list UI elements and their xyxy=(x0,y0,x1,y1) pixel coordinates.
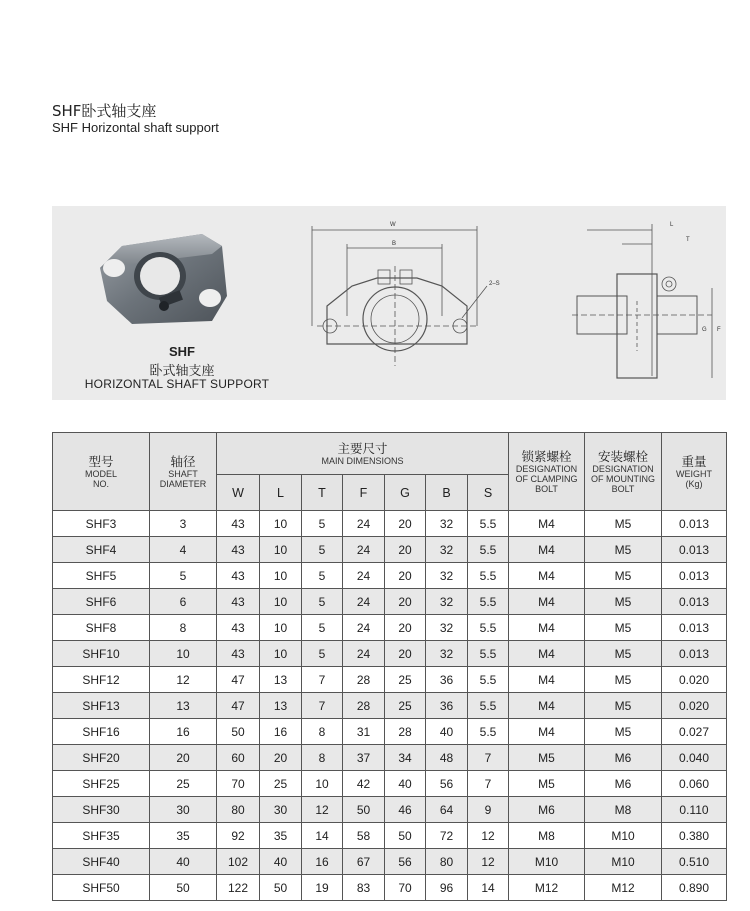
cell-w: 50 xyxy=(217,719,260,745)
cell-g: 20 xyxy=(385,563,426,589)
cell-l: 30 xyxy=(260,797,302,823)
cell-f: 24 xyxy=(343,511,385,537)
table-row xyxy=(53,745,727,771)
photo-caption-en: HORIZONTAL SHAFT SUPPORT xyxy=(84,377,270,391)
cell-shaft-diameter: 10 xyxy=(150,641,217,667)
cell-shaft-diameter: 50 xyxy=(150,875,217,901)
cell-f: 28 xyxy=(343,693,385,719)
header-dim-g: G xyxy=(385,475,426,511)
cell-t: 5 xyxy=(302,511,343,537)
cell-shaft-diameter: 40 xyxy=(150,849,217,875)
cell-g: 40 xyxy=(385,771,426,797)
cell-model: SHF8 xyxy=(53,615,150,641)
table-row xyxy=(53,563,727,589)
table-row xyxy=(53,615,727,641)
cell-w: 43 xyxy=(217,563,260,589)
cell-s: 5.5 xyxy=(468,615,509,641)
cell-b: 56 xyxy=(426,771,468,797)
cell-clamping-bolt: M5 xyxy=(509,771,585,797)
cell-b: 64 xyxy=(426,797,468,823)
cell-clamping-bolt: M4 xyxy=(509,693,585,719)
cell-weight: 0.040 xyxy=(662,745,727,771)
cell-t: 5 xyxy=(302,563,343,589)
side-view-drawing xyxy=(562,206,722,400)
header-dim-w: W xyxy=(217,475,260,511)
cell-mounting-bolt: M5 xyxy=(585,641,662,667)
cell-l: 10 xyxy=(260,641,302,667)
cell-s: 5.5 xyxy=(468,719,509,745)
cell-t: 10 xyxy=(302,771,343,797)
cell-w: 47 xyxy=(217,667,260,693)
cell-s: 5.5 xyxy=(468,693,509,719)
cell-l: 35 xyxy=(260,823,302,849)
cell-s: 7 xyxy=(468,745,509,771)
cell-clamping-bolt: M4 xyxy=(509,719,585,745)
cell-l: 13 xyxy=(260,693,302,719)
cell-weight: 0.013 xyxy=(662,589,727,615)
table-row xyxy=(53,537,727,563)
cell-clamping-bolt: M6 xyxy=(509,797,585,823)
side-label-t: T xyxy=(686,237,690,243)
cell-s: 14 xyxy=(468,875,509,901)
cell-w: 47 xyxy=(217,693,260,719)
cell-clamping-bolt: M4 xyxy=(509,615,585,641)
cell-l: 25 xyxy=(260,771,302,797)
cell-l: 10 xyxy=(260,511,302,537)
cell-l: 13 xyxy=(260,667,302,693)
cell-b: 32 xyxy=(426,589,468,615)
header-dim-t: T xyxy=(302,475,343,511)
cell-l: 16 xyxy=(260,719,302,745)
cell-f: 24 xyxy=(343,537,385,563)
cell-model: SHF20 xyxy=(53,745,150,771)
cell-t: 7 xyxy=(302,693,343,719)
cell-l: 10 xyxy=(260,537,302,563)
diagram-panel xyxy=(52,206,726,400)
cell-model: SHF5 xyxy=(53,563,150,589)
cell-clamping-bolt: M4 xyxy=(509,641,585,667)
cell-w: 80 xyxy=(217,797,260,823)
cell-clamping-bolt: M4 xyxy=(509,589,585,615)
cell-mounting-bolt: M5 xyxy=(585,693,662,719)
cell-clamping-bolt: M12 xyxy=(509,875,585,901)
cell-mounting-bolt: M5 xyxy=(585,589,662,615)
cell-l: 50 xyxy=(260,875,302,901)
cell-clamping-bolt: M4 xyxy=(509,667,585,693)
header-dim-s: S xyxy=(468,475,509,511)
cell-shaft-diameter: 12 xyxy=(150,667,217,693)
cell-w: 60 xyxy=(217,745,260,771)
header-weight: 重量 WEIGHT (Kg) xyxy=(662,433,727,511)
side-label-l: L xyxy=(670,222,674,228)
cell-f: 58 xyxy=(343,823,385,849)
cell-s: 5.5 xyxy=(468,667,509,693)
cell-g: 25 xyxy=(385,693,426,719)
cell-w: 102 xyxy=(217,849,260,875)
table-row xyxy=(53,797,727,823)
cell-s: 5.5 xyxy=(468,563,509,589)
photo-caption-model: SHF xyxy=(169,344,195,359)
photo-caption-zh: 卧式轴支座 xyxy=(149,364,215,379)
cell-s: 5.5 xyxy=(468,537,509,563)
cell-l: 40 xyxy=(260,849,302,875)
cell-b: 96 xyxy=(426,875,468,901)
cell-b: 80 xyxy=(426,849,468,875)
cell-g: 28 xyxy=(385,719,426,745)
cell-weight: 0.890 xyxy=(662,875,727,901)
cell-f: 42 xyxy=(343,771,385,797)
cell-clamping-bolt: M5 xyxy=(509,745,585,771)
cell-g: 20 xyxy=(385,615,426,641)
cell-weight: 0.027 xyxy=(662,719,727,745)
cell-model: SHF12 xyxy=(53,667,150,693)
cell-w: 92 xyxy=(217,823,260,849)
cell-model: SHF13 xyxy=(53,693,150,719)
cell-b: 32 xyxy=(426,537,468,563)
cell-t: 5 xyxy=(302,615,343,641)
cell-clamping-bolt: M8 xyxy=(509,823,585,849)
cell-s: 5.5 xyxy=(468,511,509,537)
table-row xyxy=(53,823,727,849)
cell-g: 20 xyxy=(385,511,426,537)
cell-mounting-bolt: M5 xyxy=(585,719,662,745)
cell-weight: 0.013 xyxy=(662,511,727,537)
table-row xyxy=(53,641,727,667)
cell-s: 12 xyxy=(468,849,509,875)
front-view-drawing xyxy=(292,206,522,400)
side-label-f: F xyxy=(717,327,721,333)
cell-shaft-diameter: 13 xyxy=(150,693,217,719)
cell-b: 32 xyxy=(426,641,468,667)
cell-model: SHF40 xyxy=(53,849,150,875)
cell-f: 24 xyxy=(343,563,385,589)
cell-t: 5 xyxy=(302,537,343,563)
cell-f: 24 xyxy=(343,589,385,615)
cell-model: SHF25 xyxy=(53,771,150,797)
cell-weight: 0.013 xyxy=(662,537,727,563)
cell-g: 46 xyxy=(385,797,426,823)
cell-t: 8 xyxy=(302,719,343,745)
cell-model: SHF50 xyxy=(53,875,150,901)
cell-shaft-diameter: 30 xyxy=(150,797,217,823)
cell-g: 56 xyxy=(385,849,426,875)
cell-b: 32 xyxy=(426,563,468,589)
cell-mounting-bolt: M5 xyxy=(585,537,662,563)
cell-t: 5 xyxy=(302,589,343,615)
cell-shaft-diameter: 8 xyxy=(150,615,217,641)
cell-shaft-diameter: 35 xyxy=(150,823,217,849)
cell-shaft-diameter: 4 xyxy=(150,537,217,563)
cell-b: 32 xyxy=(426,615,468,641)
cell-shaft-diameter: 6 xyxy=(150,589,217,615)
cell-f: 28 xyxy=(343,667,385,693)
cell-weight: 0.020 xyxy=(662,693,727,719)
cell-weight: 0.380 xyxy=(662,823,727,849)
cell-weight: 0.510 xyxy=(662,849,727,875)
cell-shaft-diameter: 3 xyxy=(150,511,217,537)
cell-b: 36 xyxy=(426,667,468,693)
cell-mounting-bolt: M5 xyxy=(585,511,662,537)
cell-g: 20 xyxy=(385,641,426,667)
cell-mounting-bolt: M6 xyxy=(585,771,662,797)
cell-w: 43 xyxy=(217,615,260,641)
cell-b: 40 xyxy=(426,719,468,745)
header-mounting-bolt: 安装螺栓 DESIGNATION OF MOUNTING BOLT xyxy=(585,433,662,511)
cell-b: 72 xyxy=(426,823,468,849)
header-dim-b: B xyxy=(426,475,468,511)
cell-t: 12 xyxy=(302,797,343,823)
cell-s: 9 xyxy=(468,797,509,823)
cell-t: 7 xyxy=(302,667,343,693)
cell-shaft-diameter: 25 xyxy=(150,771,217,797)
cell-l: 10 xyxy=(260,615,302,641)
cell-b: 32 xyxy=(426,511,468,537)
cell-weight: 0.013 xyxy=(662,641,727,667)
header-main-dimensions: 主要尺寸 MAIN DIMENSIONS xyxy=(217,433,509,475)
cell-f: 83 xyxy=(343,875,385,901)
cell-l: 10 xyxy=(260,589,302,615)
table-row xyxy=(53,875,727,901)
table-row xyxy=(53,719,727,745)
product-photo xyxy=(52,206,302,346)
cell-w: 43 xyxy=(217,589,260,615)
cell-t: 8 xyxy=(302,745,343,771)
cell-weight: 0.020 xyxy=(662,667,727,693)
table-body xyxy=(53,511,727,901)
front-label-b: B xyxy=(392,241,397,247)
cell-shaft-diameter: 5 xyxy=(150,563,217,589)
table-row xyxy=(53,511,727,537)
header-dim-l: L xyxy=(260,475,302,511)
cell-clamping-bolt: M4 xyxy=(509,511,585,537)
cell-model: SHF10 xyxy=(53,641,150,667)
table-row xyxy=(53,771,727,797)
cell-clamping-bolt: M4 xyxy=(509,563,585,589)
cell-model: SHF30 xyxy=(53,797,150,823)
cell-shaft-diameter: 16 xyxy=(150,719,217,745)
cell-mounting-bolt: M12 xyxy=(585,875,662,901)
cell-mounting-bolt: M8 xyxy=(585,797,662,823)
cell-f: 50 xyxy=(343,797,385,823)
cell-g: 20 xyxy=(385,537,426,563)
cell-w: 70 xyxy=(217,771,260,797)
cell-f: 24 xyxy=(343,641,385,667)
cell-g: 20 xyxy=(385,589,426,615)
cell-weight: 0.013 xyxy=(662,563,727,589)
page-title-zh: SHF卧式轴支座 xyxy=(52,102,157,120)
cell-w: 122 xyxy=(217,875,260,901)
cell-t: 14 xyxy=(302,823,343,849)
cell-w: 43 xyxy=(217,511,260,537)
cell-t: 16 xyxy=(302,849,343,875)
side-label-g: G xyxy=(702,327,707,333)
cell-model: SHF3 xyxy=(53,511,150,537)
cell-w: 43 xyxy=(217,537,260,563)
cell-f: 67 xyxy=(343,849,385,875)
cell-t: 19 xyxy=(302,875,343,901)
cell-weight: 0.013 xyxy=(662,615,727,641)
cell-mounting-bolt: M6 xyxy=(585,745,662,771)
cell-f: 37 xyxy=(343,745,385,771)
table-row xyxy=(53,589,727,615)
specification-table xyxy=(52,432,727,901)
cell-w: 43 xyxy=(217,641,260,667)
cell-mounting-bolt: M10 xyxy=(585,849,662,875)
cell-model: SHF6 xyxy=(53,589,150,615)
table-row xyxy=(53,667,727,693)
header-dim-f: F xyxy=(343,475,385,511)
cell-clamping-bolt: M10 xyxy=(509,849,585,875)
header-model: 型号 MODEL NO. xyxy=(53,433,150,511)
cell-l: 10 xyxy=(260,563,302,589)
cell-s: 5.5 xyxy=(468,641,509,667)
cell-clamping-bolt: M4 xyxy=(509,537,585,563)
cell-shaft-diameter: 20 xyxy=(150,745,217,771)
cell-model: SHF4 xyxy=(53,537,150,563)
cell-b: 48 xyxy=(426,745,468,771)
cell-l: 20 xyxy=(260,745,302,771)
header-clamping-bolt: 锁紧螺栓 DESIGNATION OF CLAMPING BOLT xyxy=(509,433,585,511)
cell-s: 5.5 xyxy=(468,589,509,615)
cell-b: 36 xyxy=(426,693,468,719)
cell-f: 24 xyxy=(343,615,385,641)
cell-mounting-bolt: M5 xyxy=(585,667,662,693)
cell-model: SHF16 xyxy=(53,719,150,745)
cell-mounting-bolt: M5 xyxy=(585,615,662,641)
front-label-w: W xyxy=(390,222,396,228)
cell-f: 31 xyxy=(343,719,385,745)
cell-t: 5 xyxy=(302,641,343,667)
cell-mounting-bolt: M10 xyxy=(585,823,662,849)
cell-s: 7 xyxy=(468,771,509,797)
cell-g: 34 xyxy=(385,745,426,771)
cell-mounting-bolt: M5 xyxy=(585,563,662,589)
cell-weight: 0.110 xyxy=(662,797,727,823)
table-row xyxy=(53,693,727,719)
front-label-s: 2–S xyxy=(489,281,500,287)
header-shaft-diameter: 轴径 SHAFT DIAMETER xyxy=(150,433,217,511)
cell-weight: 0.060 xyxy=(662,771,727,797)
cell-model: SHF35 xyxy=(53,823,150,849)
cell-g: 50 xyxy=(385,823,426,849)
cell-g: 70 xyxy=(385,875,426,901)
cell-g: 25 xyxy=(385,667,426,693)
cell-s: 12 xyxy=(468,823,509,849)
page-title-en: SHF Horizontal shaft support xyxy=(52,120,219,135)
table-row xyxy=(53,849,727,875)
